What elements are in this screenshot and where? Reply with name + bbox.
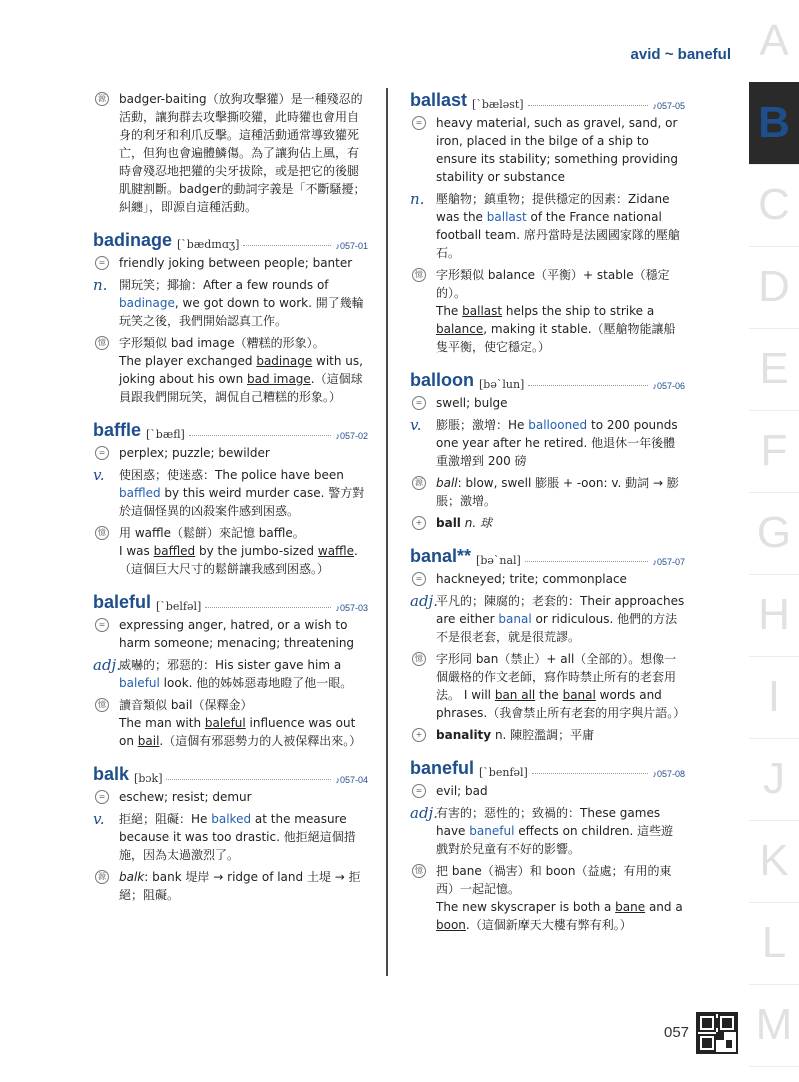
equals-icon: = bbox=[95, 446, 109, 460]
memory-tip: 憶 用 waffle（鬆餅）來記憶 baffle。 I was baffled by the jumbo-sized waffle.（這個巨大尺寸的鬆餅讓我感到困惑。） bbox=[93, 524, 368, 578]
definition: = swell; bulge bbox=[410, 394, 685, 412]
plus-icon: + bbox=[412, 516, 426, 530]
leader-dots bbox=[189, 435, 332, 436]
highlight-word: badinage bbox=[119, 296, 175, 310]
headword: balloon bbox=[410, 370, 474, 390]
tab-k[interactable]: K bbox=[749, 820, 799, 903]
alphabet-tabs bbox=[749, 0, 799, 1082]
part-of-speech: v. bbox=[93, 466, 105, 484]
definition: = evil; bad bbox=[410, 782, 685, 800]
headword-row bbox=[410, 546, 685, 567]
etymology-note bbox=[93, 90, 368, 216]
part-of-speech: n. bbox=[93, 276, 108, 294]
headword-row bbox=[93, 420, 368, 441]
memory-icon: 憶 bbox=[95, 336, 109, 350]
highlight-word: baneful bbox=[469, 824, 515, 838]
pronunciation: [ˋbelfəl] bbox=[156, 600, 202, 613]
entry-baffle bbox=[93, 420, 368, 578]
left-column bbox=[93, 90, 368, 918]
headword-row bbox=[93, 230, 368, 251]
highlight-word: balked bbox=[211, 812, 252, 826]
part-of-speech: adj. bbox=[93, 656, 121, 674]
memory-tip: 憶 把 bane（禍害）和 boon（益處；有用的東西）一起記憶。 The new skyscraper is both a bane and a boon.（這個新摩天大樓有弊有利。） bbox=[410, 862, 685, 934]
tab-i[interactable]: I bbox=[749, 656, 799, 739]
headword: badinage bbox=[93, 230, 173, 250]
tab-g[interactable]: G bbox=[749, 492, 799, 575]
audio-track[interactable]: ♪057-06 bbox=[652, 381, 685, 391]
tab-b[interactable]: B bbox=[749, 82, 799, 165]
equals-icon: = bbox=[95, 790, 109, 804]
equals-icon: = bbox=[412, 116, 426, 130]
part-of-speech: n. bbox=[410, 190, 425, 208]
etymology-note: 源 balk: bank 堤岸 → ridge of land 土堤 → 拒絕；阻礙。 bbox=[93, 868, 368, 904]
etymology-icon: 源 bbox=[95, 870, 109, 884]
memory-icon: 憶 bbox=[412, 268, 426, 282]
audio-track[interactable]: ♪057-01 bbox=[335, 241, 368, 251]
audio-track[interactable]: ♪057-03 bbox=[335, 603, 368, 613]
tab-j[interactable]: J bbox=[749, 738, 799, 821]
headword: ballast bbox=[410, 90, 468, 110]
memory-tip: 憶 字形類似 bad image（糟糕的形象）。 The player exchanged badinage with us, joking about his own bad image.（這個球員跟我們開玩笑，調侃自己糟糕的形象。） bbox=[93, 334, 368, 406]
example: n. 開玩笑；揶揄：After a few rounds of badinage, we got down to work. 開了幾輪玩笑之後，我們開始認真工作。 bbox=[93, 276, 364, 328]
example: v. 拒絕；阻礙：He balked at the measure because it was too drastic. 他拒絕這個措施，因為太過激烈了。 bbox=[93, 810, 356, 862]
equals-icon: = bbox=[412, 396, 426, 410]
tab-e[interactable]: E bbox=[749, 328, 799, 411]
headword: baneful bbox=[410, 758, 475, 778]
entry-baneful bbox=[410, 758, 685, 934]
pronunciation: [bəˋlun] bbox=[479, 378, 525, 391]
highlight-word: ballooned bbox=[528, 418, 588, 432]
entry-balloon bbox=[410, 370, 685, 532]
headword-row bbox=[410, 370, 685, 391]
leader-dots bbox=[528, 385, 648, 386]
audio-track[interactable]: ♪057-07 bbox=[652, 557, 685, 567]
example: v. 使困惑；使迷惑：The police have been baffled by this weird murder case. 警方對於這個怪異的凶殺案件感到困惑。 bbox=[93, 466, 365, 518]
pronunciation: [bəˋnal] bbox=[476, 554, 521, 567]
headword: banal** bbox=[410, 546, 472, 566]
highlight-word: baleful bbox=[119, 676, 160, 690]
entry-baleful bbox=[93, 592, 368, 750]
equals-icon: = bbox=[95, 618, 109, 632]
headword-row bbox=[93, 592, 368, 613]
memory-tip: 憶 字形類似 balance（平衡）+ stable（穩定的）。 The ballast helps the ship to strike a balance, making it stable.（壓艙物能讓船隻平衡，使它穩定。） bbox=[410, 266, 685, 356]
definition: = perplex; puzzle; bewilder bbox=[93, 444, 368, 462]
entry-continuation bbox=[93, 90, 368, 216]
headword-row bbox=[93, 764, 368, 785]
memory-icon: 憶 bbox=[95, 698, 109, 712]
equals-icon: = bbox=[412, 572, 426, 586]
tab-f[interactable]: F bbox=[749, 410, 799, 493]
etymology-icon: 源 bbox=[412, 476, 426, 490]
highlight-word: baffled bbox=[119, 486, 161, 500]
memory-tip: 憶 讀音類似 bail（保釋金） The man with baleful influence was out on bail.（這個有邪惡勢力的人被保釋出來。） bbox=[93, 696, 368, 750]
audio-track[interactable]: ♪057-05 bbox=[652, 101, 685, 111]
pronunciation: [ˋbæləst] bbox=[472, 98, 524, 111]
tab-l[interactable]: L bbox=[749, 902, 799, 985]
tab-m[interactable]: M bbox=[749, 984, 799, 1067]
memory-tip: 憶 字形同 ban（禁止）+ all（全部的）。想像一個嚴格的作文老師，寫作時禁止所有的老套用法。 I will ban all the banal words and phrases.（我會禁止所有老套的用字與片語。） bbox=[410, 650, 685, 722]
headword: balk bbox=[93, 764, 130, 784]
derivative: + ball n. 球 bbox=[410, 514, 685, 532]
tab-d[interactable]: D bbox=[749, 246, 799, 329]
running-header: avid ~ baneful bbox=[630, 46, 731, 63]
headword: baffle bbox=[93, 420, 142, 440]
headword-row bbox=[410, 90, 685, 111]
headword: baleful bbox=[93, 592, 152, 612]
derivative: + banality n. 陳腔濫調；平庸 bbox=[410, 726, 685, 744]
memory-icon: 憶 bbox=[412, 864, 426, 878]
part-of-speech: v. bbox=[410, 416, 422, 434]
definition: = friendly joking between people; banter bbox=[93, 254, 368, 272]
entry-banal bbox=[410, 546, 685, 744]
tab-a[interactable]: A bbox=[749, 0, 799, 83]
column-divider bbox=[386, 88, 388, 976]
pronunciation: [bɔk] bbox=[134, 772, 163, 785]
tab-h[interactable]: H bbox=[749, 574, 799, 657]
definition: = eschew; resist; demur bbox=[93, 788, 368, 806]
etymology-text: badger-baiting（放狗攻擊獾）是一種殘忍的活動，讓狗群去攻擊撕咬獾，此時獾也會用自身的利牙和利爪反擊。這種活動通常導致獾死亡，但狗也會遍體鱗傷。為了讓狗佔上風，有時會殘忍地把獾的尖牙拔除，或是把它的後腿肌腱割斷。badger的動詞字義是「不斷騷擾；糾纏」，即源自這種活動。 bbox=[119, 92, 366, 214]
equals-icon: = bbox=[95, 256, 109, 270]
leader-dots bbox=[525, 561, 649, 562]
part-of-speech: v. bbox=[93, 810, 105, 828]
example: adj. 威嚇的；邪惡的：His sister gave him a baleful look. 他的姊姊惡毒地瞪了他一眼。 bbox=[93, 656, 353, 690]
qr-code-icon[interactable] bbox=[696, 1012, 738, 1054]
etymology-icon: 源 bbox=[95, 92, 109, 106]
leader-dots bbox=[205, 607, 331, 608]
example: adj. 有害的；惡性的；致禍的：These games have baneful effects on children. 這些遊戲對於兒童有不好的影響。 bbox=[410, 804, 674, 856]
highlight-word: ballast bbox=[486, 210, 527, 224]
memory-icon: 憶 bbox=[95, 526, 109, 540]
headword-row bbox=[410, 758, 685, 779]
definition: = hackneyed; trite; commonplace bbox=[410, 570, 685, 588]
entry-ballast bbox=[410, 90, 685, 356]
leader-dots bbox=[243, 245, 331, 246]
pronunciation: [ˋbædɪnɑʒ] bbox=[177, 238, 240, 251]
memory-icon: 憶 bbox=[412, 652, 426, 666]
page-number: 057 bbox=[664, 1024, 690, 1041]
etymology-note: 源 ball: blow, swell 膨脹 + -oon: v. 動詞 → 膨脹；激增。 bbox=[410, 474, 685, 510]
example: adj. 平凡的；陳腐的；老套的：Their approaches are either banal or ridiculous. 他們的方法不是很老套，就是很荒謬。 bbox=[410, 592, 685, 644]
example: n. 壓艙物；鎮重物；提供穩定的因素：Zidane was the ballast of the France national football team. 席丹當時是法國國家隊的壓艙石。 bbox=[410, 190, 680, 260]
audio-track[interactable]: ♪057-04 bbox=[335, 775, 368, 785]
plus-icon: + bbox=[412, 728, 426, 742]
right-column bbox=[410, 90, 685, 948]
part-of-speech: adj. bbox=[410, 804, 438, 822]
pronunciation: [ˋbæfl] bbox=[146, 428, 185, 441]
entry-badinage bbox=[93, 230, 368, 406]
example: v. 膨脹；激增：He ballooned to 200 pounds one year after he retired. 他退休一年後體重激增到 200 磅 bbox=[410, 416, 678, 468]
equals-icon: = bbox=[412, 784, 426, 798]
definition: = expressing anger, hatred, or a wish to harm someone; menacing; threatening bbox=[93, 616, 368, 652]
leader-dots bbox=[532, 773, 649, 774]
part-of-speech: adj. bbox=[410, 592, 438, 610]
highlight-word: banal bbox=[498, 612, 532, 626]
pronunciation: [ˋbenfəl] bbox=[479, 766, 528, 779]
definition: = heavy material, such as gravel, sand, or iron, placed in the bilge of a ship to ensure its stability; something providing stability or substance bbox=[410, 114, 685, 186]
entry-balk bbox=[93, 764, 368, 904]
leader-dots bbox=[528, 105, 649, 106]
tab-c[interactable]: C bbox=[749, 164, 799, 247]
audio-track[interactable]: ♪057-02 bbox=[335, 431, 368, 441]
leader-dots bbox=[166, 779, 331, 780]
audio-track[interactable]: ♪057-08 bbox=[652, 769, 685, 779]
